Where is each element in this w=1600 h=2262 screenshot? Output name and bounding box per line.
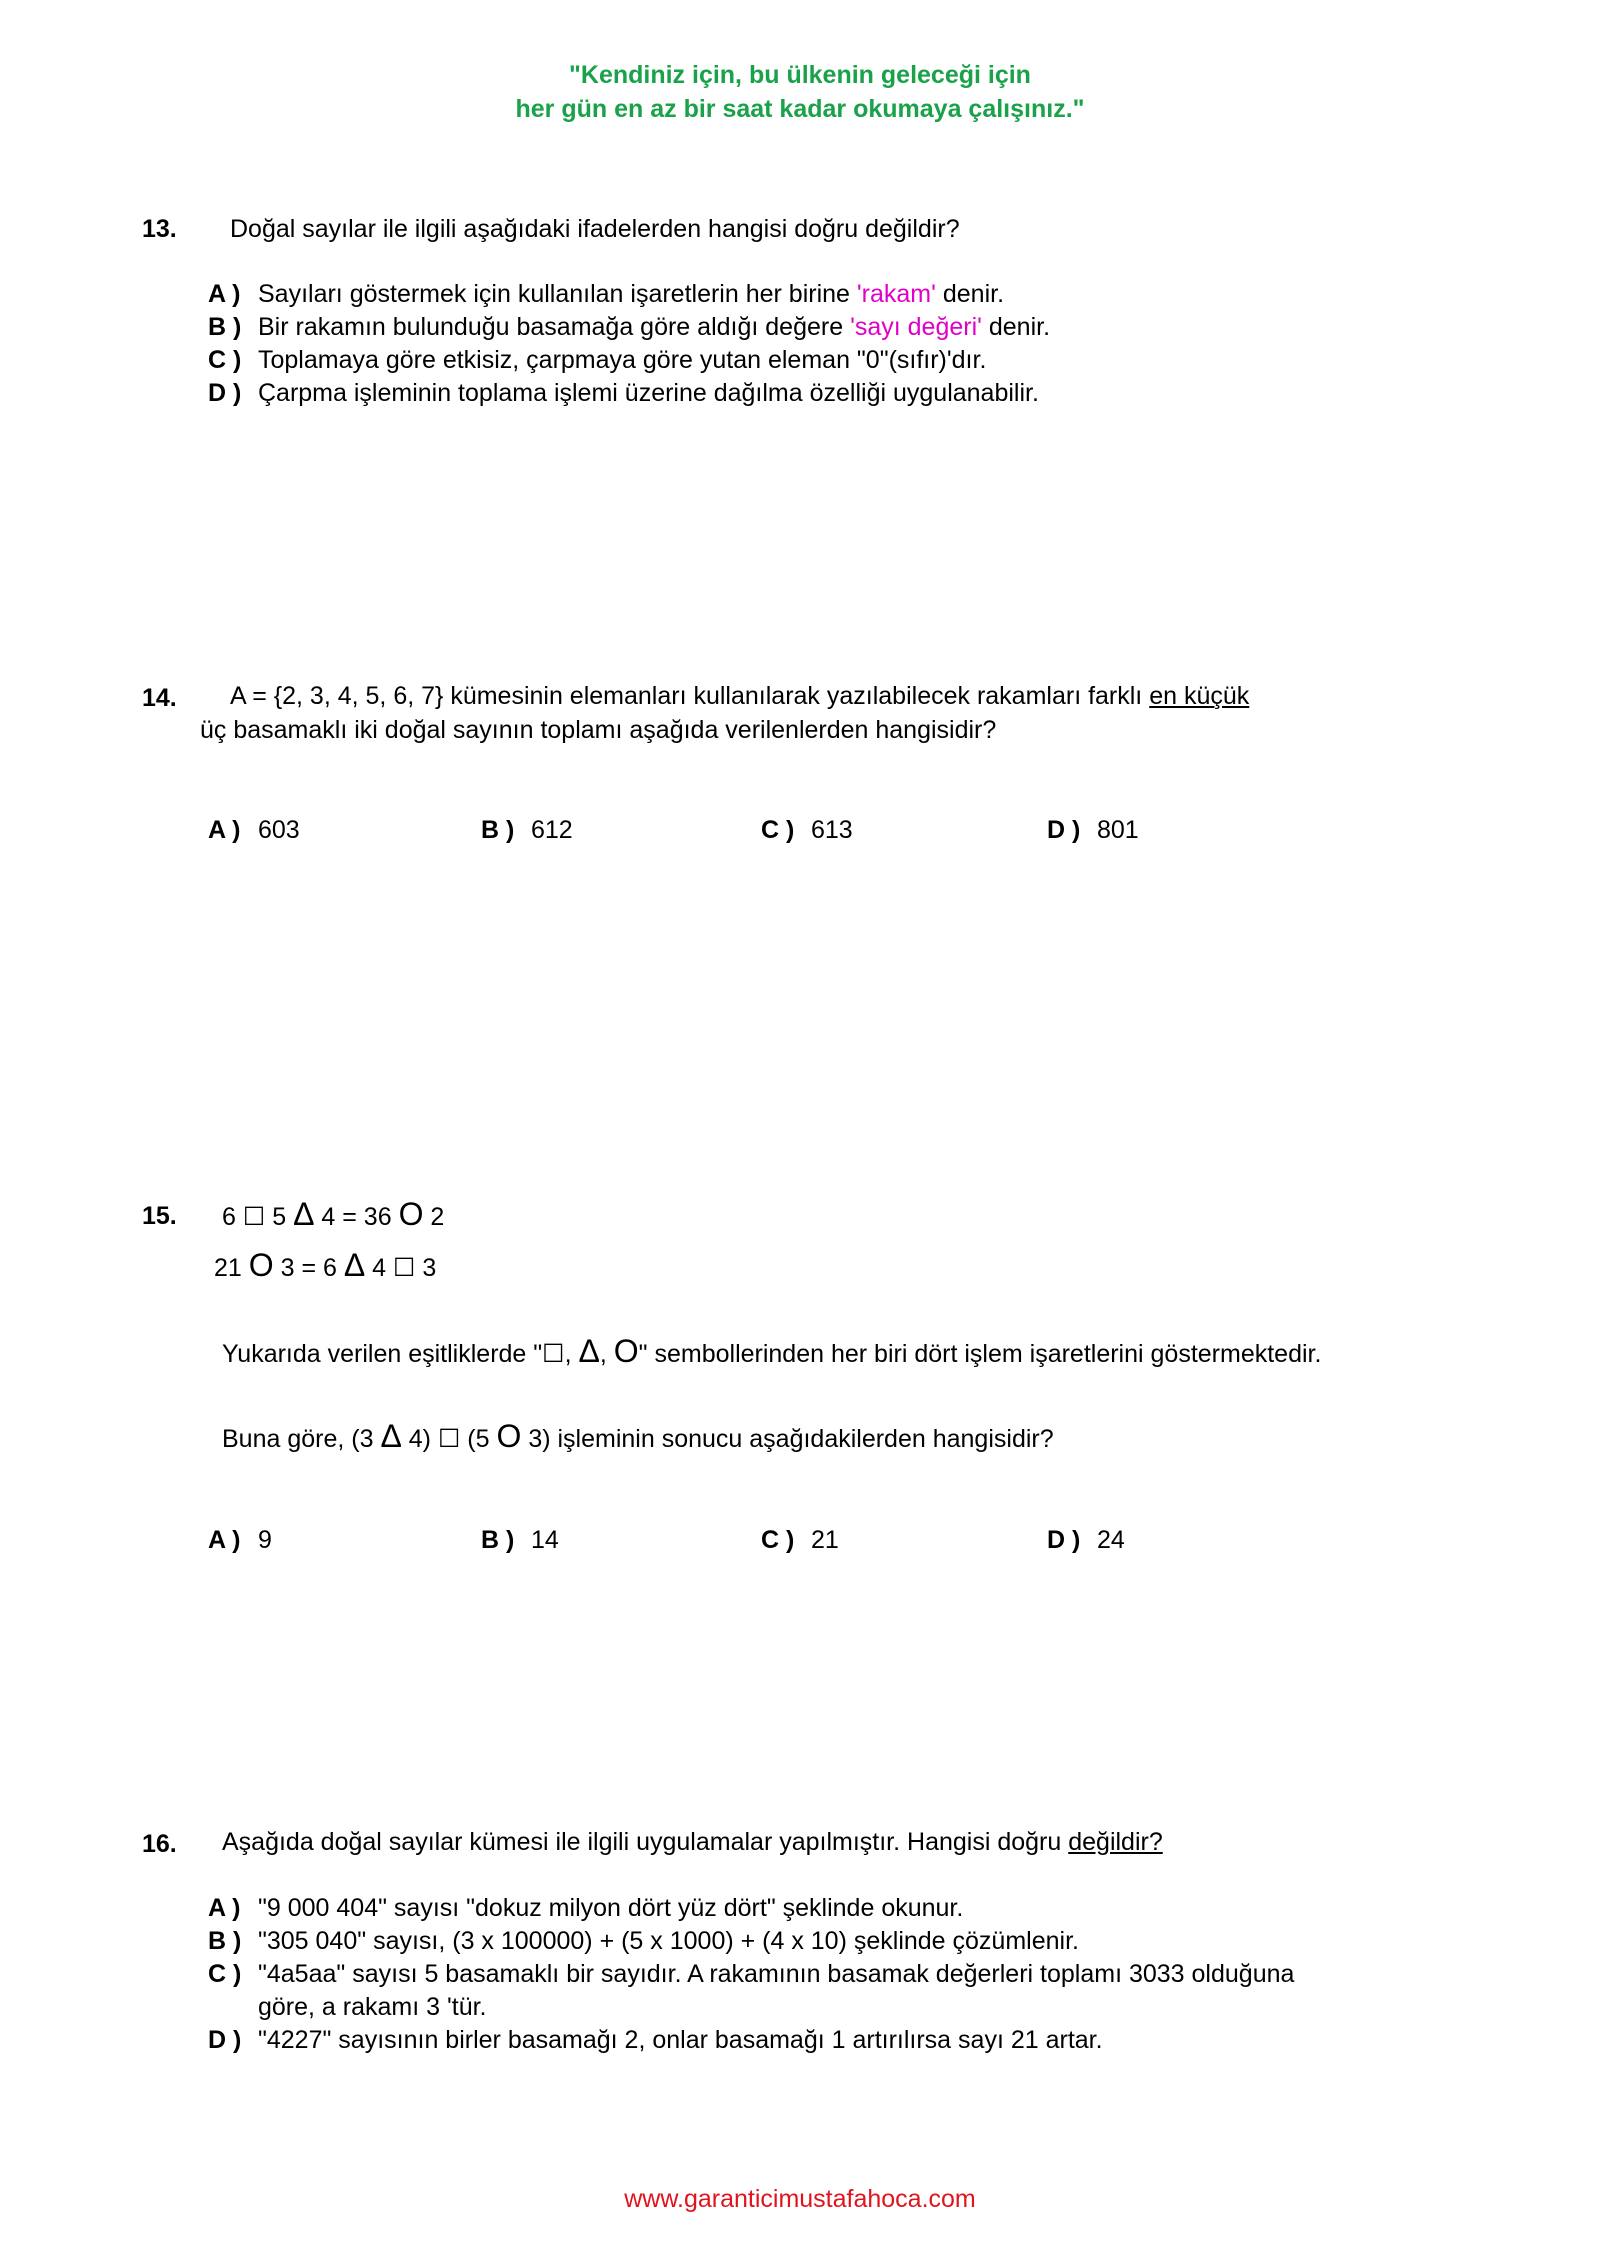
- question-text: 3) işleminin sonucu aşağıdakilerden hangisidir?: [521, 1425, 1054, 1453]
- question-16-option-a: [208, 1892, 963, 1925]
- question-15-text-1: [222, 1333, 1321, 1370]
- triangle-symbol: Δ: [293, 1196, 315, 1232]
- header-quote-line1: "Kendiniz için, bu ülkenin geleceği için: [569, 61, 1031, 89]
- question-13-option-c: [208, 344, 986, 377]
- eq-text: 5: [265, 1203, 294, 1231]
- square-symbol: ☐: [393, 1254, 416, 1282]
- question-15-option-c: [761, 1526, 839, 1555]
- question-text: A = {2, 3, 4, 5, 6, 7} kümesinin elemanları kullanılarak yazılabilecek rakamları farklı: [230, 682, 1150, 710]
- highlight-term: 'sayı değeri': [850, 313, 982, 341]
- header-quote-line2: her gün en az bir saat kadar okumaya çalışınız.": [515, 95, 1085, 123]
- eq-text: 4 = 36: [314, 1203, 399, 1231]
- option-text: "305 040" sayısı, (3 x 100000) + (5 x 1000) + (4 x 10) şeklinde çözümlenir.: [258, 1927, 1079, 1955]
- circle-symbol: O: [496, 1418, 522, 1454]
- option-value: 613: [811, 816, 853, 844]
- option-label: C ): [208, 1960, 242, 1988]
- question-13-option-d: [208, 377, 1039, 410]
- question-text: 4): [401, 1425, 438, 1453]
- triangle-symbol: Δ: [343, 1247, 366, 1283]
- option-label: D ): [208, 379, 242, 407]
- question-16-text: [222, 1828, 1163, 1857]
- eq-text: 4: [365, 1254, 394, 1282]
- eq-text: 3: [415, 1254, 437, 1282]
- option-label: A ): [208, 816, 241, 844]
- circle-symbol: O: [248, 1247, 274, 1283]
- question-16-option-d: [208, 2024, 1103, 2057]
- option-text: "4a5aa" sayısı 5 basamaklı bir sayıdır. A rakamının basamak değerleri toplamı 3033 olduğuna: [258, 1960, 1295, 1988]
- option-label: B ): [481, 816, 515, 844]
- question-14-option-d: [1047, 816, 1139, 845]
- option-label: D ): [208, 2026, 242, 2054]
- option-label: A ): [208, 1526, 241, 1554]
- question-15-number: 15.: [142, 1202, 177, 1230]
- option-value: 21: [811, 1526, 839, 1554]
- highlight-term: 'rakam': [856, 280, 936, 308]
- question-15-equation-1: [222, 1196, 444, 1233]
- option-label: D ): [1047, 1526, 1081, 1554]
- option-label: C ): [208, 346, 242, 374]
- question-13-option-b: [208, 311, 1050, 344]
- option-text: "4227" sayısının birler basamağı 2, onlar basamağı 1 artırılırsa sayı 21 artar.: [258, 2026, 1103, 2054]
- question-16-option-c: [208, 1958, 1294, 1991]
- option-label: A ): [208, 280, 241, 308]
- option-text: denir.: [935, 280, 1005, 308]
- question-13-text: Doğal sayılar ile ilgili aşağıdaki ifadelerden hangisi doğru değildir?: [230, 215, 960, 243]
- question-text: Buna göre, (3: [222, 1425, 381, 1453]
- question-16-option-c-continued: göre, a rakamı 3 'tür.: [258, 1993, 487, 2021]
- question-15-option-a: [208, 1526, 272, 1555]
- question-13-option-a: [208, 278, 1004, 311]
- triangle-symbol: Δ: [380, 1418, 402, 1454]
- option-text: Sayıları göstermek için kullanılan işaretlerin her birine: [258, 280, 857, 308]
- option-value: 9: [258, 1526, 272, 1554]
- option-text: Bir rakamın bulunduğu basamağa göre aldığı değere: [258, 313, 851, 341]
- option-value: 603: [258, 816, 300, 844]
- square-symbol: ☐: [242, 1203, 266, 1231]
- question-14-number: 14.: [142, 684, 177, 712]
- option-value: 24: [1097, 1526, 1125, 1554]
- option-label: A ): [208, 1894, 241, 1922]
- circle-symbol: O: [398, 1196, 424, 1232]
- question-15-equation-2: [214, 1247, 436, 1284]
- question-14-option-a: [208, 816, 300, 845]
- question-text: (5: [460, 1425, 497, 1453]
- option-text: "9 000 404" sayısı "dokuz milyon dört yüz dört" şeklinde okunur.: [258, 1894, 964, 1922]
- question-text: Yukarıda verilen eşitliklerde ": [222, 1340, 543, 1368]
- option-label: C ): [761, 1526, 795, 1554]
- eq-text: 6: [222, 1203, 243, 1231]
- question-13-number: 13.: [142, 215, 177, 243]
- underlined-text: değildir?: [1068, 1828, 1163, 1856]
- question-text: Aşağıda doğal sayılar kümesi ile ilgili uygulamalar yapılmıştır. Hangisi doğru: [222, 1828, 1069, 1856]
- option-label: B ): [208, 313, 242, 341]
- question-15-text-2: [222, 1418, 1054, 1455]
- question-14-text-line1: [230, 682, 1249, 711]
- option-label: C ): [761, 816, 795, 844]
- option-label: D ): [1047, 816, 1081, 844]
- question-15-option-b: [481, 1526, 559, 1555]
- option-text: Toplamaya göre etkisiz, çarpmaya göre yutan eleman "0"(sıfır)'dır.: [258, 346, 987, 374]
- option-text: denir.: [981, 313, 1051, 341]
- question-14-text-line2: üç basamaklı iki doğal sayının toplamı aşağıda verilenlerden hangisidir?: [200, 716, 997, 744]
- footer-website-url[interactable]: www.garanticimustafahoca.com: [624, 2185, 976, 2213]
- square-symbol: ☐: [542, 1340, 565, 1368]
- eq-text: 2: [423, 1203, 445, 1231]
- option-value: 14: [531, 1526, 559, 1554]
- eq-text: 3 = 6: [273, 1254, 344, 1282]
- square-symbol: ☐: [437, 1425, 461, 1453]
- option-value: 612: [531, 816, 573, 844]
- question-15-option-d: [1047, 1526, 1125, 1555]
- question-16-number: 16.: [142, 1830, 177, 1858]
- option-label: B ): [481, 1526, 515, 1554]
- question-text: " sembollerinden her biri dört işlem işaretlerini göstermektedir.: [638, 1340, 1322, 1368]
- option-label: B ): [208, 1927, 242, 1955]
- question-14-option-b: [481, 816, 573, 845]
- option-value: 801: [1097, 816, 1139, 844]
- triangle-symbol: Δ: [578, 1333, 600, 1369]
- circle-symbol: O: [613, 1333, 639, 1369]
- question-16-option-b: [208, 1925, 1079, 1958]
- eq-text: 21: [214, 1254, 249, 1282]
- question-text: ,: [564, 1340, 579, 1368]
- question-14-option-c: [761, 816, 853, 845]
- underlined-text: en küçük: [1149, 682, 1250, 710]
- question-text: ,: [599, 1340, 614, 1368]
- option-text: Çarpma işleminin toplama işlemi üzerine dağılma özelliği uygulanabilir.: [258, 379, 1039, 407]
